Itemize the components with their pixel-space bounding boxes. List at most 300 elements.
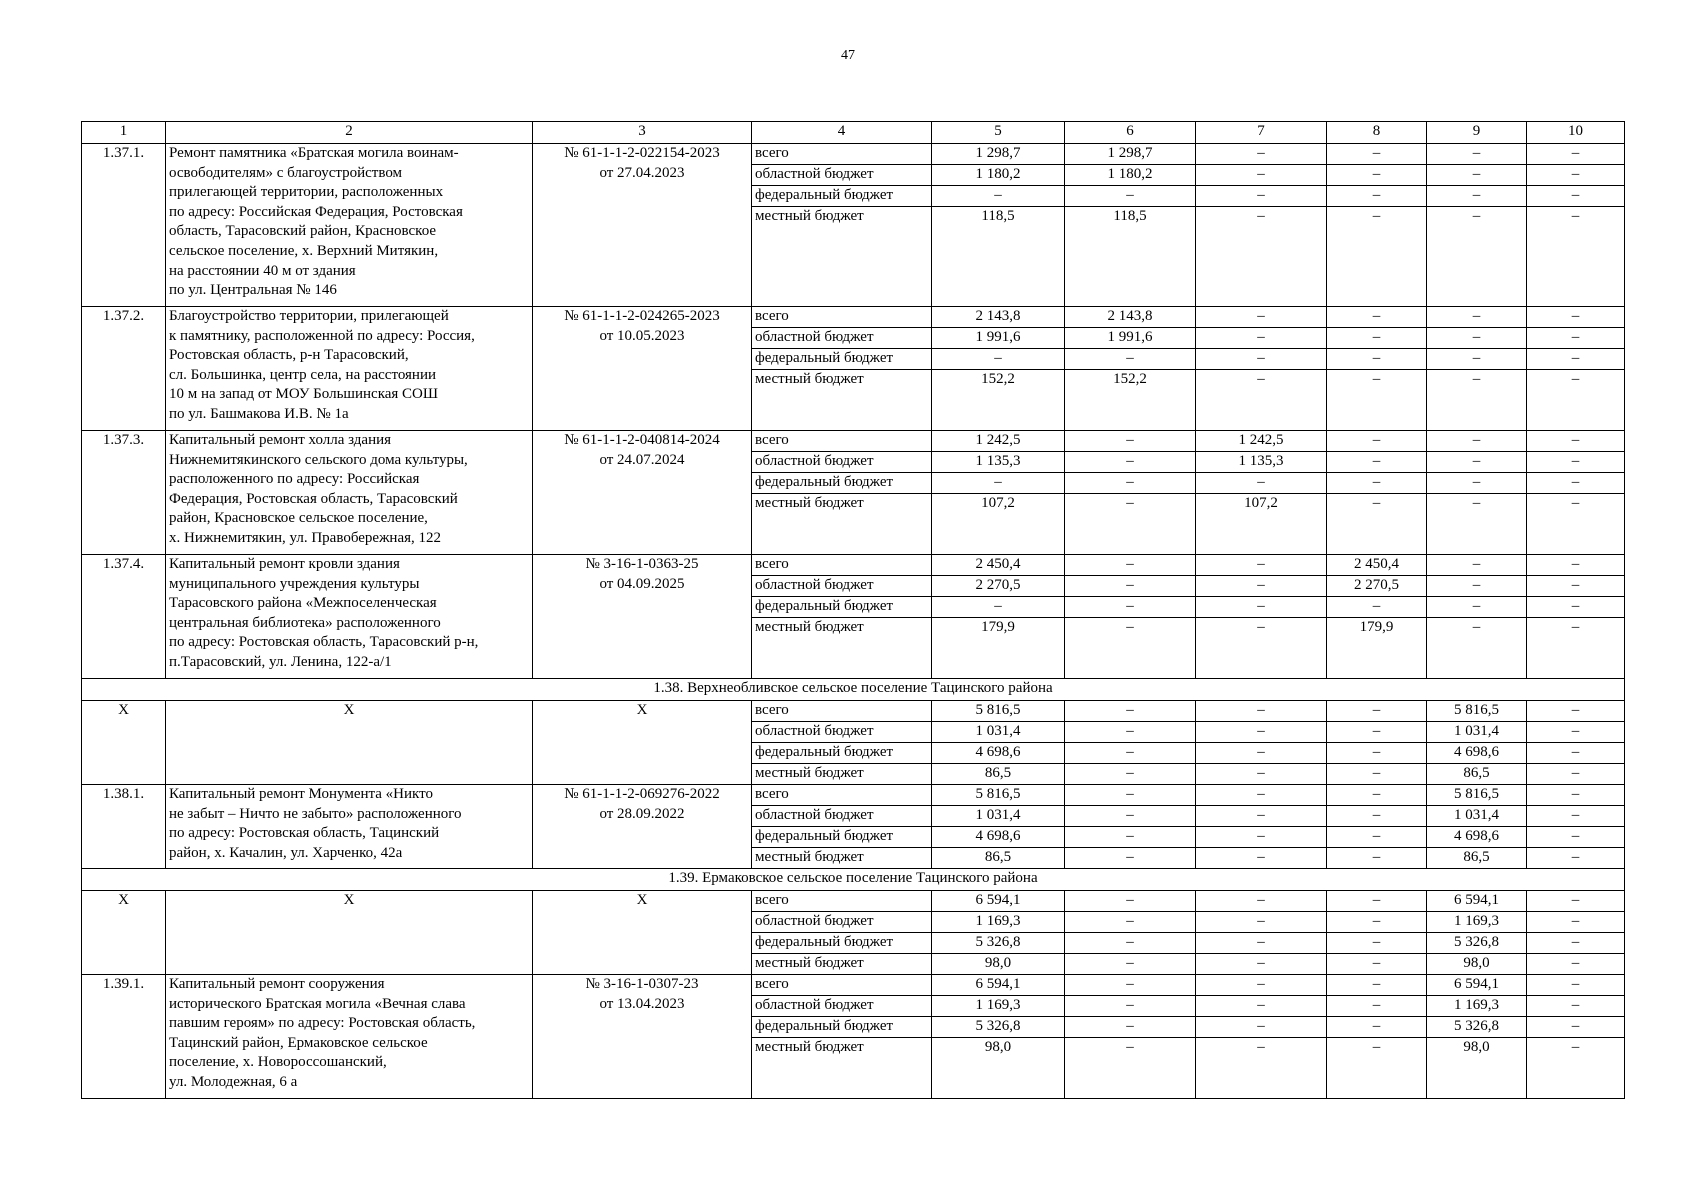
- amount-cell: –: [1196, 207, 1327, 307]
- amount-cell: –: [1327, 370, 1427, 431]
- description-line: по ул. Центральная № 146: [169, 282, 337, 299]
- amount-cell: 86,5: [932, 848, 1065, 869]
- amount-cell: –: [1527, 848, 1625, 869]
- description-line: расположенного по адресу: Российская: [169, 471, 420, 488]
- header-cell: 3: [533, 122, 752, 144]
- amount-cell: –: [1327, 912, 1427, 933]
- amount-cell: 118,5: [1065, 207, 1196, 307]
- document-number: [533, 431, 752, 555]
- amount-cell: –: [1527, 618, 1625, 679]
- amount-cell: 1 169,3: [932, 912, 1065, 933]
- amount-cell: –: [1327, 349, 1427, 370]
- amount-cell: –: [1065, 848, 1196, 869]
- amount-cell: –: [1327, 1038, 1427, 1099]
- amount-cell: –: [1327, 996, 1427, 1017]
- amount-cell: –: [1196, 954, 1327, 975]
- amount-cell: 1 135,3: [1196, 452, 1327, 473]
- funding-source: федеральный бюджет: [752, 597, 932, 618]
- description-line: сл. Большинка, центр села, на расстоянии: [169, 366, 437, 383]
- amount-cell: –: [1196, 349, 1327, 370]
- amount-cell: –: [1065, 785, 1196, 806]
- amount-cell: –: [1065, 891, 1196, 912]
- amount-cell: 4 698,6: [932, 827, 1065, 848]
- header-cell: 7: [1196, 122, 1327, 144]
- amount-cell: –: [1527, 764, 1625, 785]
- amount-cell: –: [1527, 207, 1625, 307]
- amount-cell: –: [1327, 701, 1427, 722]
- amount-cell: –: [1327, 933, 1427, 954]
- item-number: 1.38.1.: [82, 785, 166, 869]
- amount-cell: 2 270,5: [932, 576, 1065, 597]
- amount-cell: –: [1065, 722, 1196, 743]
- amount-cell: –: [1196, 912, 1327, 933]
- amount-cell: –: [1065, 806, 1196, 827]
- amount-cell: –: [1065, 452, 1196, 473]
- description-line: освободителям» с благоустройством: [169, 164, 403, 181]
- item-number: 1.37.4.: [82, 555, 166, 679]
- amount-cell: –: [1527, 452, 1625, 473]
- funding-source: местный бюджет: [752, 848, 932, 869]
- description-line: павшим героям» по адресу: Ростовская область,: [169, 1015, 476, 1032]
- funding-source: федеральный бюджет: [752, 743, 932, 764]
- amount-cell: –: [1065, 975, 1196, 996]
- document-line: № 61-1-1-2-040814-2024: [564, 432, 720, 448]
- amount-cell: –: [1196, 576, 1327, 597]
- amount-cell: 1 180,2: [1065, 165, 1196, 186]
- amount-cell: 86,5: [1427, 764, 1527, 785]
- description-line: прилегающей территории, расположенных: [169, 184, 444, 201]
- description-line: Тацинский район, Ермаковское сельское: [169, 1034, 428, 1051]
- amount-cell: –: [1065, 186, 1196, 207]
- amount-cell: –: [1327, 328, 1427, 349]
- amount-cell: –: [1527, 1038, 1625, 1099]
- header-row: [82, 122, 1625, 144]
- amount-cell: –: [1196, 555, 1327, 576]
- table-row: [82, 144, 1625, 165]
- description-line: Ремонт памятника «Братская могила воинам-: [169, 145, 459, 161]
- description-line: район, х. Качалин, ул. Харченко, 42а: [169, 844, 403, 861]
- funding-source: местный бюджет: [752, 494, 932, 555]
- document-number: [533, 144, 752, 307]
- amount-cell: –: [1527, 891, 1625, 912]
- description-line: Капитальный ремонт сооружения: [169, 976, 385, 992]
- amount-cell: –: [1527, 165, 1625, 186]
- funding-source: местный бюджет: [752, 207, 932, 307]
- amount-cell: –: [1327, 431, 1427, 452]
- description-line: х. Нижнемитякин, ул. Правобережная, 122: [169, 529, 442, 546]
- amount-cell: –: [1196, 996, 1327, 1017]
- item-description: [166, 431, 533, 555]
- amount-cell: 5 326,8: [932, 1017, 1065, 1038]
- section-row: [82, 679, 1625, 701]
- table-row: [82, 891, 1625, 912]
- amount-cell: 5 326,8: [1427, 933, 1527, 954]
- item-description: [166, 975, 533, 1099]
- amount-cell: –: [1527, 597, 1625, 618]
- amount-cell: –: [1327, 975, 1427, 996]
- funding-source: местный бюджет: [752, 618, 932, 679]
- amount-cell: 1 031,4: [932, 806, 1065, 827]
- amount-cell: –: [1327, 891, 1427, 912]
- funding-source: федеральный бюджет: [752, 186, 932, 207]
- description-line: Капитальный ремонт Монумента «Никто: [169, 786, 433, 802]
- document-line: от 10.05.2023: [599, 327, 685, 344]
- header-cell: 10: [1527, 122, 1625, 144]
- amount-cell: –: [932, 473, 1065, 494]
- amount-cell: –: [1527, 954, 1625, 975]
- amount-cell: –: [1527, 827, 1625, 848]
- amount-cell: –: [1527, 1017, 1625, 1038]
- funding-source: всего: [752, 701, 932, 722]
- amount-cell: –: [1196, 701, 1327, 722]
- amount-cell: 5 326,8: [1427, 1017, 1527, 1038]
- amount-cell: 6 594,1: [932, 891, 1065, 912]
- document-line: от 04.09.2025: [599, 575, 685, 592]
- item-description: [166, 144, 533, 307]
- description-line: не забыт – Ничто не забыто» расположенного: [169, 805, 462, 822]
- funding-source: местный бюджет: [752, 764, 932, 785]
- amount-cell: –: [1065, 701, 1196, 722]
- amount-cell: –: [1065, 431, 1196, 452]
- description-line: Тарасовского района «Межпоселенческая: [169, 595, 437, 612]
- description-line: Нижнемитякинского сельского дома культуры,: [169, 451, 468, 468]
- amount-cell: –: [1196, 618, 1327, 679]
- amount-cell: –: [1327, 848, 1427, 869]
- amount-cell: –: [1327, 954, 1427, 975]
- description-line: по адресу: Российская Федерация, Ростовская: [169, 203, 463, 220]
- amount-cell: 2 143,8: [1065, 307, 1196, 328]
- amount-cell: –: [1327, 806, 1427, 827]
- funding-source: федеральный бюджет: [752, 827, 932, 848]
- funding-source: федеральный бюджет: [752, 349, 932, 370]
- amount-cell: –: [1065, 555, 1196, 576]
- funding-source: областной бюджет: [752, 452, 932, 473]
- amount-cell: –: [1427, 473, 1527, 494]
- amount-cell: –: [1196, 597, 1327, 618]
- amount-cell: –: [1427, 186, 1527, 207]
- document-line: № 3-16-1-0307-23: [585, 976, 699, 992]
- header-cell: 1: [82, 122, 166, 144]
- amount-cell: 1 135,3: [932, 452, 1065, 473]
- description-line: поселение, х. Новороссошанский,: [169, 1054, 387, 1071]
- table-row: [82, 701, 1625, 722]
- amount-cell: –: [1327, 722, 1427, 743]
- header-cell: 9: [1427, 122, 1527, 144]
- amount-cell: 98,0: [932, 1038, 1065, 1099]
- section-title: 1.38. Верхнеобливское сельское поселение Тацинского района: [82, 679, 1625, 701]
- description-line: Капитальный ремонт кровли здания: [169, 556, 400, 572]
- amount-cell: –: [1327, 207, 1427, 307]
- item-number: 1.37.3.: [82, 431, 166, 555]
- amount-cell: –: [1196, 848, 1327, 869]
- document-number: [533, 701, 752, 785]
- amount-cell: 1 169,3: [1427, 996, 1527, 1017]
- amount-cell: –: [1427, 165, 1527, 186]
- amount-cell: –: [1427, 494, 1527, 555]
- amount-cell: –: [1196, 722, 1327, 743]
- document-line: от 24.07.2024: [599, 451, 685, 468]
- amount-cell: –: [1527, 933, 1625, 954]
- amount-cell: –: [932, 349, 1065, 370]
- amount-cell: –: [1196, 1017, 1327, 1038]
- amount-cell: 1 298,7: [1065, 144, 1196, 165]
- document-number: [533, 891, 752, 975]
- amount-cell: –: [1427, 370, 1527, 431]
- amount-cell: –: [1427, 597, 1527, 618]
- amount-cell: –: [1327, 307, 1427, 328]
- amount-cell: 4 698,6: [1427, 827, 1527, 848]
- amount-cell: 152,2: [1065, 370, 1196, 431]
- funding-source: областной бюджет: [752, 576, 932, 597]
- funding-source: федеральный бюджет: [752, 473, 932, 494]
- amount-cell: –: [1527, 785, 1625, 806]
- amount-cell: –: [1196, 764, 1327, 785]
- description-line: по ул. Башмакова И.В. № 1а: [169, 405, 349, 422]
- funding-source: областной бюджет: [752, 722, 932, 743]
- amount-cell: –: [1327, 186, 1427, 207]
- item-number: Х: [82, 891, 166, 975]
- document-number: [533, 785, 752, 869]
- amount-cell: –: [1527, 307, 1625, 328]
- amount-cell: –: [1196, 743, 1327, 764]
- amount-cell: –: [1196, 933, 1327, 954]
- document-line: от 28.09.2022: [599, 805, 685, 822]
- item-description: [166, 307, 533, 431]
- amount-cell: –: [1327, 473, 1427, 494]
- amount-cell: –: [1427, 431, 1527, 452]
- table-row: [82, 555, 1625, 576]
- amount-cell: –: [1065, 349, 1196, 370]
- description-line: муниципального учреждения культуры: [169, 575, 420, 592]
- amount-cell: –: [1327, 452, 1427, 473]
- amount-cell: –: [1427, 576, 1527, 597]
- description-line: по адресу: Ростовская область, Тацинский: [169, 825, 440, 842]
- amount-cell: 6 594,1: [932, 975, 1065, 996]
- amount-cell: –: [1065, 473, 1196, 494]
- amount-cell: –: [1427, 307, 1527, 328]
- amount-cell: 86,5: [1427, 848, 1527, 869]
- amount-cell: 98,0: [932, 954, 1065, 975]
- amount-cell: –: [1527, 473, 1625, 494]
- amount-cell: –: [1527, 743, 1625, 764]
- amount-cell: –: [1065, 933, 1196, 954]
- amount-cell: –: [1327, 144, 1427, 165]
- description-line: Капитальный ремонт холла здания: [169, 432, 392, 448]
- amount-cell: 1 031,4: [1427, 722, 1527, 743]
- amount-cell: 1 169,3: [1427, 912, 1527, 933]
- document-number: [533, 307, 752, 431]
- funding-source: местный бюджет: [752, 1038, 932, 1099]
- amount-cell: –: [1327, 1017, 1427, 1038]
- amount-cell: 5 816,5: [1427, 701, 1527, 722]
- amount-cell: –: [1065, 743, 1196, 764]
- amount-cell: 118,5: [932, 207, 1065, 307]
- table-body: [82, 122, 1625, 1099]
- amount-cell: –: [1527, 701, 1625, 722]
- amount-cell: 2 450,4: [1327, 555, 1427, 576]
- document-line: от 13.04.2023: [599, 995, 685, 1012]
- amount-cell: –: [1065, 827, 1196, 848]
- document-line: № 61-1-1-2-024265-2023: [564, 308, 720, 324]
- amount-cell: 2 270,5: [1327, 576, 1427, 597]
- amount-cell: –: [1196, 186, 1327, 207]
- amount-cell: 4 698,6: [1427, 743, 1527, 764]
- document-line: № 61-1-1-2-022154-2023: [564, 145, 720, 161]
- header-cell: 4: [752, 122, 932, 144]
- amount-cell: –: [1527, 494, 1625, 555]
- amount-cell: –: [1527, 722, 1625, 743]
- amount-cell: –: [1196, 328, 1327, 349]
- amount-cell: 1 169,3: [932, 996, 1065, 1017]
- amount-cell: –: [1065, 764, 1196, 785]
- amount-cell: –: [1065, 1038, 1196, 1099]
- page-number: 47: [841, 48, 855, 63]
- amount-cell: –: [1427, 349, 1527, 370]
- document-line: Х: [636, 702, 648, 718]
- amount-cell: 6 594,1: [1427, 891, 1527, 912]
- amount-cell: –: [1196, 806, 1327, 827]
- item-description: [166, 891, 533, 975]
- amount-cell: 1 991,6: [1065, 328, 1196, 349]
- amount-cell: –: [1065, 912, 1196, 933]
- amount-cell: –: [1427, 555, 1527, 576]
- description-line: п.Тарасовский, ул. Ленина, 122-а/1: [169, 653, 392, 670]
- amount-cell: –: [1427, 328, 1527, 349]
- amount-cell: –: [1196, 370, 1327, 431]
- description-line: центральная библиотека» расположенного: [169, 614, 441, 631]
- funding-source: областной бюджет: [752, 806, 932, 827]
- description-line: Х: [343, 702, 355, 718]
- item-description: [166, 555, 533, 679]
- document-line: № 3-16-1-0363-25: [585, 556, 699, 572]
- amount-cell: –: [1196, 975, 1327, 996]
- amount-cell: –: [1527, 328, 1625, 349]
- amount-cell: 107,2: [932, 494, 1065, 555]
- description-line: Х: [343, 892, 355, 908]
- section-row: [82, 869, 1625, 891]
- amount-cell: 152,2: [932, 370, 1065, 431]
- item-number: Х: [82, 701, 166, 785]
- amount-cell: –: [1527, 349, 1625, 370]
- amount-cell: –: [1196, 891, 1327, 912]
- amount-cell: 98,0: [1427, 1038, 1527, 1099]
- amount-cell: 1 991,6: [932, 328, 1065, 349]
- header-cell: 2: [166, 122, 533, 144]
- funding-source: федеральный бюджет: [752, 933, 932, 954]
- amount-cell: –: [1527, 912, 1625, 933]
- amount-cell: –: [1327, 764, 1427, 785]
- description-line: Благоустройство территории, прилегающей: [169, 308, 449, 324]
- amount-cell: –: [1327, 165, 1427, 186]
- header-cell: 8: [1327, 122, 1427, 144]
- funding-source: всего: [752, 555, 932, 576]
- amount-cell: 2 450,4: [932, 555, 1065, 576]
- amount-cell: 6 594,1: [1427, 975, 1527, 996]
- amount-cell: –: [1065, 996, 1196, 1017]
- funding-source: областной бюджет: [752, 165, 932, 186]
- amount-cell: –: [1527, 975, 1625, 996]
- document-line: от 27.04.2023: [599, 164, 685, 181]
- funding-source: всего: [752, 431, 932, 452]
- description-line: район, Красновское сельское поселение,: [169, 510, 428, 527]
- amount-cell: 1 180,2: [932, 165, 1065, 186]
- amount-cell: 98,0: [1427, 954, 1527, 975]
- amount-cell: 179,9: [932, 618, 1065, 679]
- table-row: [82, 431, 1625, 452]
- amount-cell: –: [1427, 618, 1527, 679]
- amount-cell: –: [1065, 954, 1196, 975]
- description-line: Ростовская область, р-н Тарасовский,: [169, 347, 409, 364]
- amount-cell: 86,5: [932, 764, 1065, 785]
- amount-cell: –: [1196, 307, 1327, 328]
- document-line: № 61-1-1-2-069276-2022: [564, 786, 720, 802]
- amount-cell: 1 031,4: [1427, 806, 1527, 827]
- amount-cell: 1 242,5: [932, 431, 1065, 452]
- amount-cell: –: [1527, 806, 1625, 827]
- funding-source: всего: [752, 144, 932, 165]
- amount-cell: –: [1427, 452, 1527, 473]
- funding-source: всего: [752, 975, 932, 996]
- header-cell: 5: [932, 122, 1065, 144]
- amount-cell: –: [1527, 144, 1625, 165]
- amount-cell: –: [1065, 618, 1196, 679]
- header-cell: 6: [1065, 122, 1196, 144]
- amount-cell: 4 698,6: [932, 743, 1065, 764]
- amount-cell: –: [1065, 576, 1196, 597]
- amount-cell: 107,2: [1196, 494, 1327, 555]
- budget-table: [81, 121, 1625, 1099]
- table-row: [82, 307, 1625, 328]
- amount-cell: 5 326,8: [932, 933, 1065, 954]
- funding-source: областной бюджет: [752, 328, 932, 349]
- amount-cell: –: [1065, 1017, 1196, 1038]
- description-line: Федерация, Ростовская область, Тарасовский: [169, 490, 458, 507]
- amount-cell: –: [1327, 743, 1427, 764]
- description-line: к памятнику, расположенной по адресу: Россия,: [169, 327, 475, 344]
- section-title: 1.39. Ермаковское сельское поселение Тацинского района: [82, 869, 1625, 891]
- document-number: [533, 975, 752, 1099]
- description-line: область, Тарасовский район, Красновское: [169, 223, 437, 240]
- item-description: [166, 785, 533, 869]
- amount-cell: –: [1427, 207, 1527, 307]
- funding-source: областной бюджет: [752, 912, 932, 933]
- description-line: по адресу: Ростовская область, Тарасовский р-н,: [169, 634, 479, 651]
- table-row: [82, 975, 1625, 996]
- amount-cell: –: [1527, 555, 1625, 576]
- amount-cell: –: [1065, 597, 1196, 618]
- amount-cell: –: [1196, 785, 1327, 806]
- description-line: исторического Братская могила «Вечная слава: [169, 995, 466, 1012]
- description-line: ул. Молодежная, 6 а: [169, 1073, 298, 1090]
- funding-source: федеральный бюджет: [752, 1017, 932, 1038]
- amount-cell: –: [1527, 576, 1625, 597]
- funding-source: местный бюджет: [752, 954, 932, 975]
- document-number: [533, 555, 752, 679]
- amount-cell: –: [1527, 431, 1625, 452]
- amount-cell: –: [1196, 1038, 1327, 1099]
- amount-cell: 1 298,7: [932, 144, 1065, 165]
- amount-cell: –: [1065, 494, 1196, 555]
- amount-cell: –: [932, 186, 1065, 207]
- amount-cell: 179,9: [1327, 618, 1427, 679]
- item-number: 1.37.1.: [82, 144, 166, 307]
- document-line: Х: [636, 892, 648, 908]
- amount-cell: –: [1196, 473, 1327, 494]
- amount-cell: –: [1327, 785, 1427, 806]
- amount-cell: –: [1427, 144, 1527, 165]
- amount-cell: 5 816,5: [1427, 785, 1527, 806]
- amount-cell: 5 816,5: [932, 785, 1065, 806]
